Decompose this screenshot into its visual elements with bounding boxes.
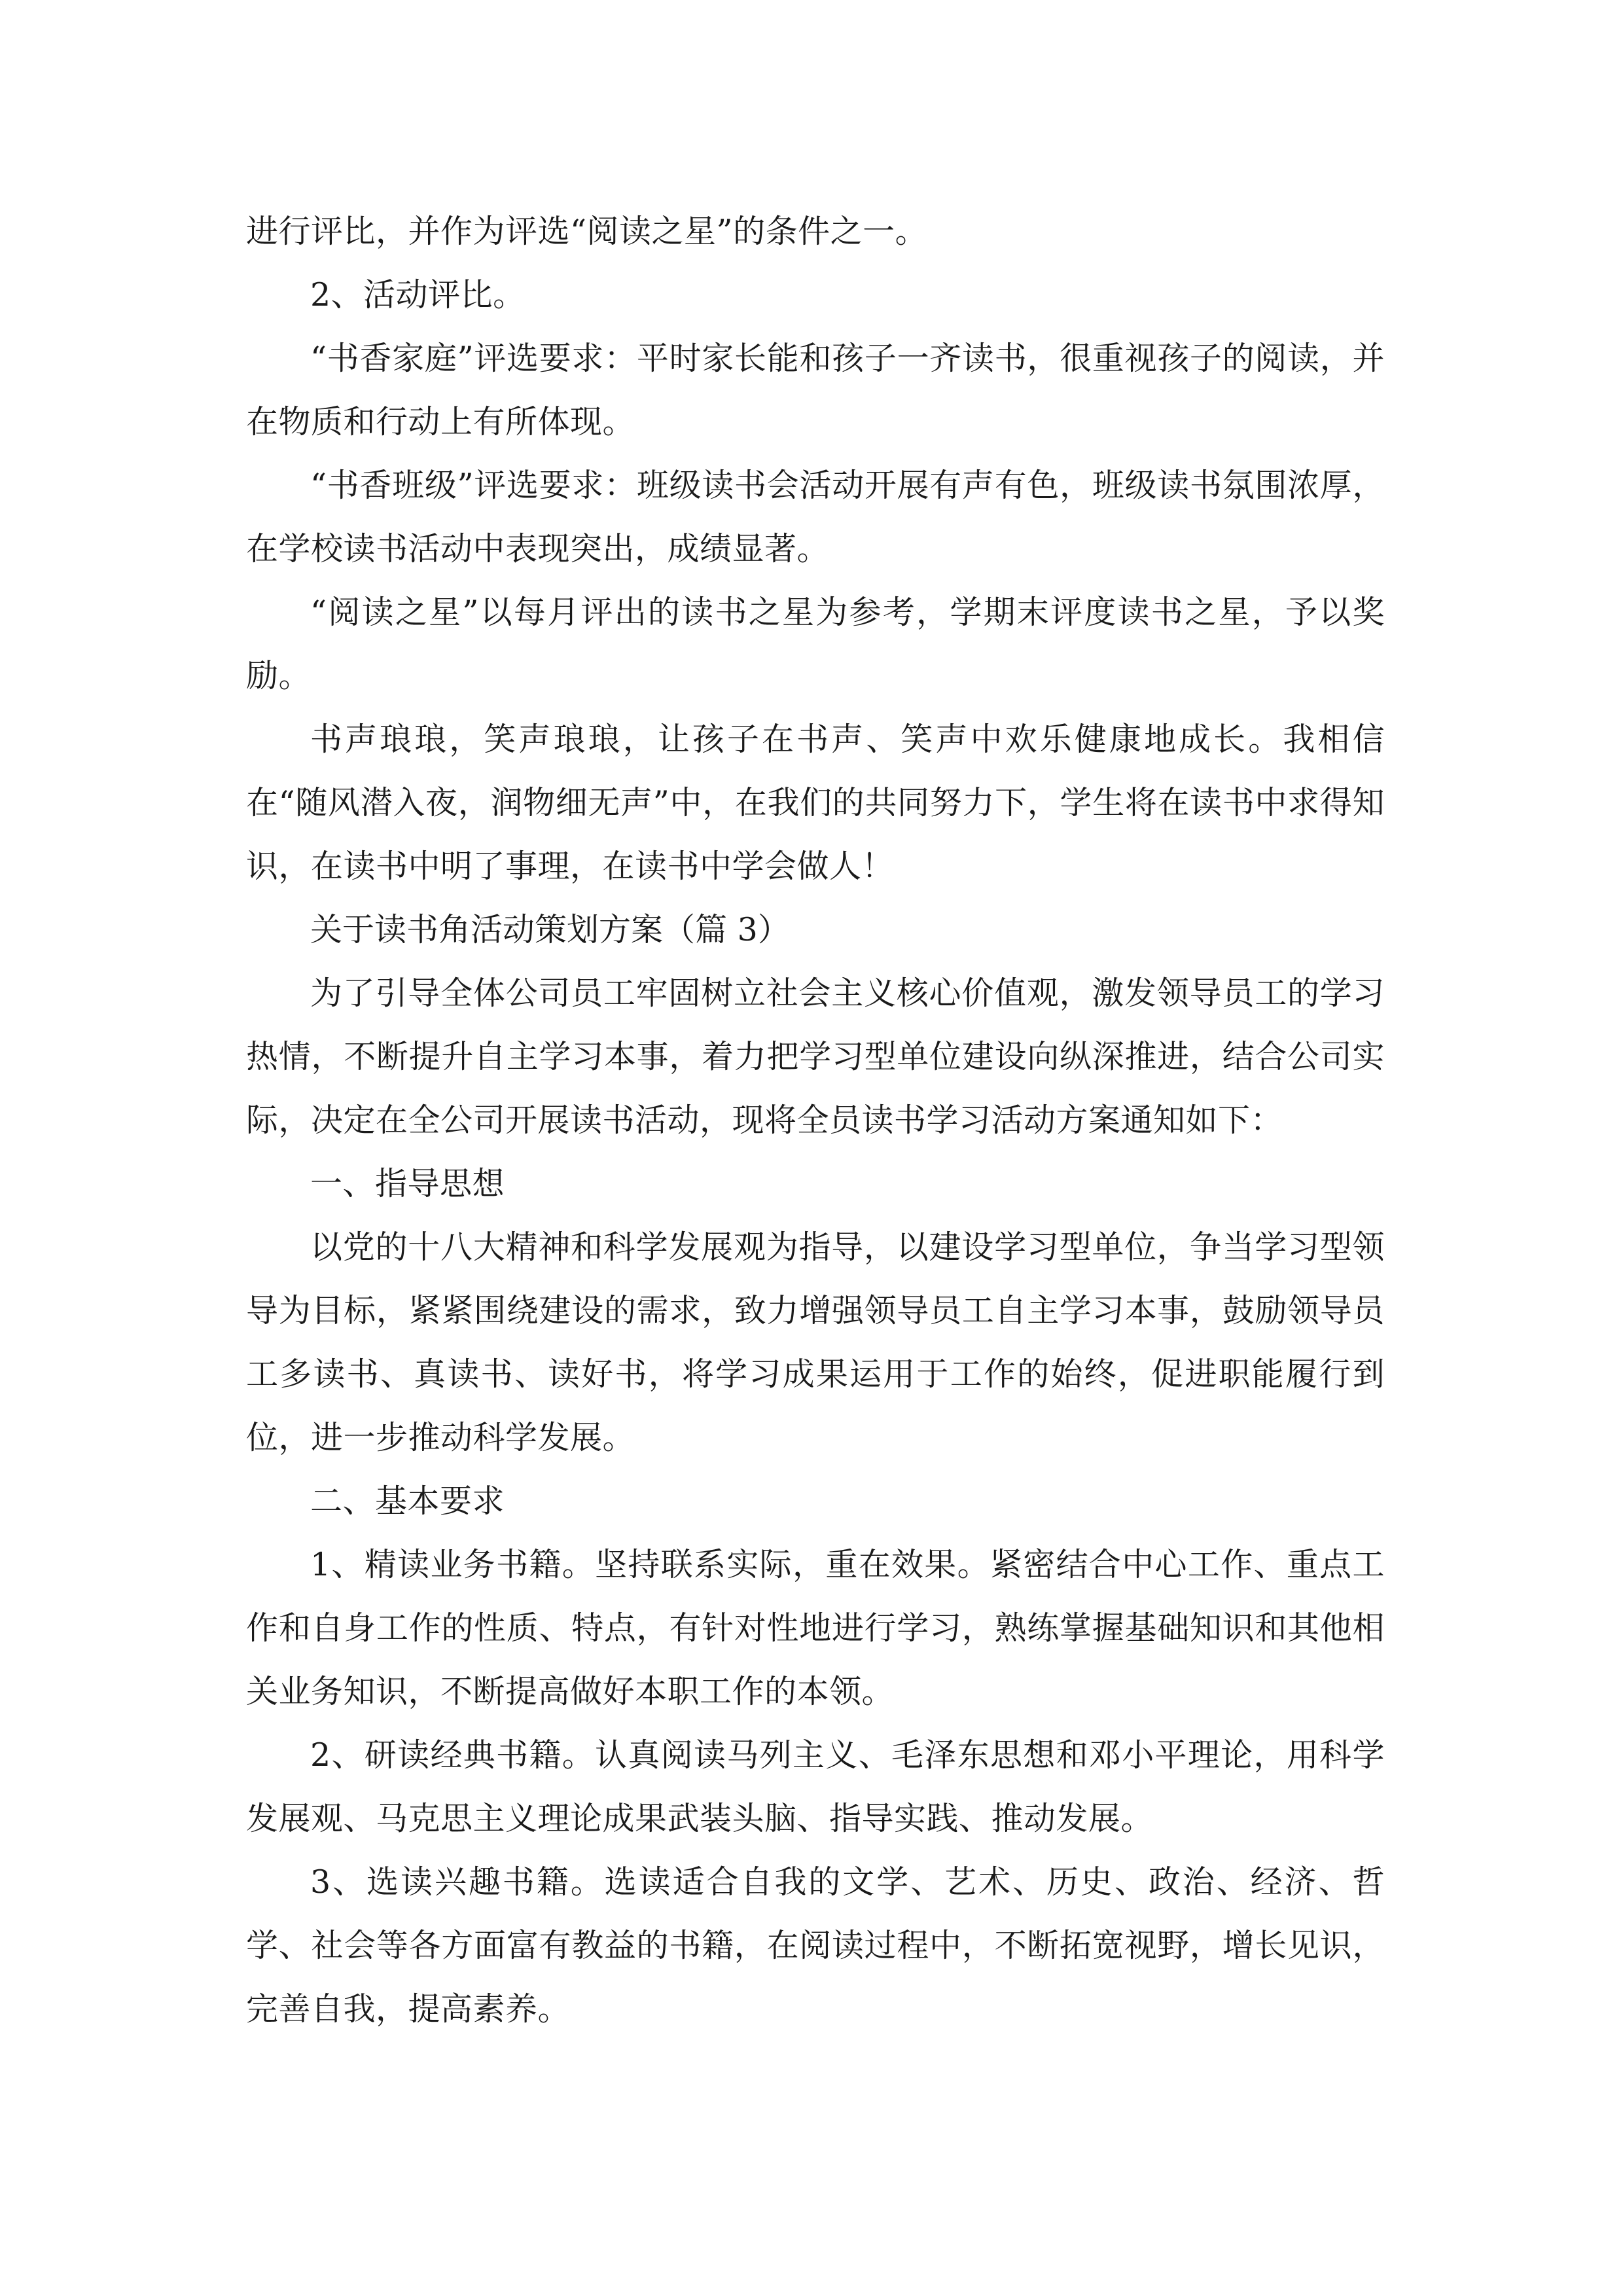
heading-guiding-thought: 一、指导思想 [310, 1165, 505, 1202]
paragraph-requirement-2: 2、研读经典书籍。认真阅读马列主义、毛泽东思想和邓小平理论，用科学发展观、马克思主义理论成果武装头脑、指导实践、推动发展。 [246, 1736, 1385, 1837]
document-body [246, 200, 1385, 2041]
paragraph-reading-star: “阅读之星”以每月评出的读书之星为参考，学期末评度读书之星，予以奖励。 [246, 594, 1385, 694]
paragraph-requirement-1: 1、精读业务书籍。坚持联系实际，重在效果。紧密结合中心工作、重点工作和自身工作的性质、特点，有针对性地进行学习，熟练掌握基础知识和其他相关业务知识，不断提高做好本职工作的本领。 [246, 1546, 1385, 1710]
paragraph-guiding-thought: 以党的十八大精神和科学发展观为指导，以建设学习型单位，争当学习型领导为目标，紧紧围绕建设的需求，致力增强领导员工自主学习本事，鼓励领导员工多读书、真读书、读好书，将学习成果运用于工作的始终，促进职能履行到位，进一步推动科学发展。 [246, 1229, 1385, 1456]
paragraph-book-family: “书香家庭”评选要求：平时家长能和孩子一齐读书，很重视孩子的阅读，并在物质和行动上有所体现。 [246, 340, 1385, 440]
section-title: 关于读书角活动策划方案（篇 3） [310, 911, 790, 948]
paragraph-requirement-3: 3、选读兴趣书籍。选读适合自我的文学、艺术、历史、政治、经济、哲学、社会等各方面富有教益的书籍，在阅读过程中，不断拓宽视野，增长见识，完善自我，提高素养。 [246, 1863, 1385, 2028]
paragraph-activity-evaluation: 2、活动评比。 [310, 276, 526, 314]
paragraph-continuation: 进行评比，并作为评选“阅读之星”的条件之一。 [246, 213, 928, 250]
heading-basic-requirements: 二、基本要求 [310, 1482, 505, 1520]
paragraph-introduction: 为了引导全体公司员工牢固树立社会主义核心价值观，激发领导员工的学习热情，不断提升自主学习本事，着力把学习型单位建设向纵深推进，结合公司实际，决定在全公司开展读书活动，现将全员读书学习活动方案通知如下： [246, 975, 1385, 1139]
paragraph-conclusion: 书声琅琅，笑声琅琅，让孩子在书声、笑声中欢乐健康地成长。我相信在“随风潜入夜，润物细无声”中，在我们的共同努力下，学生将在读书中求得知识，在读书中明了事理，在读书中学会做人！ [246, 721, 1385, 885]
paragraph-book-class: “书香班级”评选要求：班级读书会活动开展有声有色，班级读书氛围浓厚，在学校读书活动中表现突出，成绩显著。 [246, 467, 1385, 567]
